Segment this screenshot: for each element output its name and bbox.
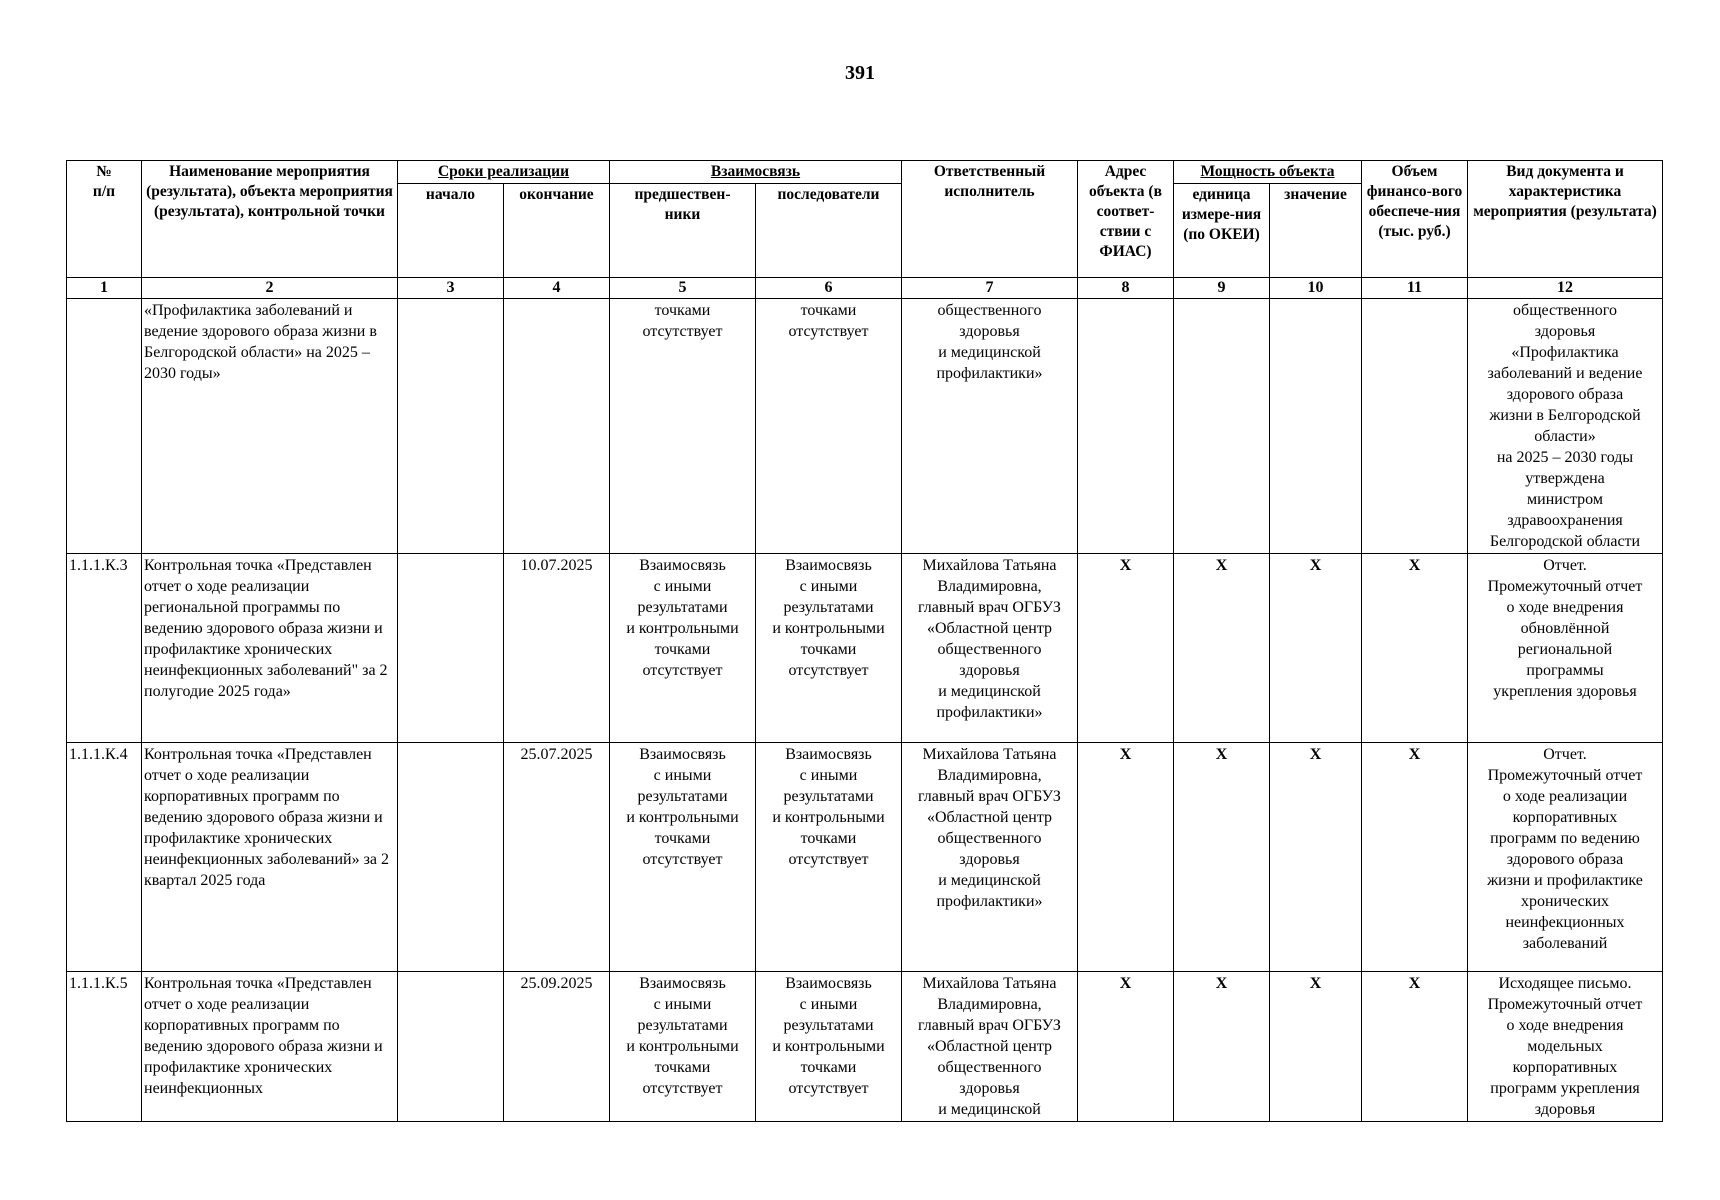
column-number-row bbox=[67, 278, 1663, 299]
row-value: Х bbox=[1270, 554, 1362, 743]
header-address: Адрес объекта (в соответ-ствии с ФИАС) bbox=[1078, 161, 1174, 278]
column-number: 1 bbox=[67, 278, 142, 299]
row-value: Х bbox=[1270, 972, 1362, 1122]
column-number: 6 bbox=[756, 278, 902, 299]
row-responsible: Михайлова Татьяна Владимировна, главный врач ОГБУЗ «Областной центр общественного здоровья и медицинской bbox=[902, 972, 1078, 1122]
row-unit: Х bbox=[1174, 972, 1270, 1122]
row-event-name: Контрольная точка «Представлен отчет о ходе реализации корпоративных программ по ведению здорового образа жизни и профилактике хронических неинфекционных заболеваний» за 2 квартал 2025 года bbox=[142, 743, 398, 972]
row-finance: Х bbox=[1362, 972, 1468, 1122]
row-successors: точками отсутствует bbox=[756, 299, 902, 554]
row-predecessors: точками отсутствует bbox=[610, 299, 756, 554]
header-successors: последователи bbox=[756, 184, 902, 278]
row-successors: Взаимосвязь с иными результатами и контрольными точками отсутствует bbox=[756, 972, 902, 1122]
page-number: 391 bbox=[845, 62, 875, 84]
table-row bbox=[67, 554, 1663, 743]
row-value: Х bbox=[1270, 743, 1362, 972]
header-responsible: Ответственный исполнитель bbox=[902, 161, 1078, 278]
row-finance bbox=[1362, 299, 1468, 554]
row-responsible: Михайлова Татьяна Владимировна, главный врач ОГБУЗ «Областной центр общественного здоровья и медицинской профилактики» bbox=[902, 743, 1078, 972]
row-event-name: Контрольная точка «Представлен отчет о ходе реализации корпоративных программ по ведению здорового образа жизни и профилактике хронических неинфекционных bbox=[142, 972, 398, 1122]
table-row bbox=[67, 743, 1663, 972]
row-start-date bbox=[398, 554, 504, 743]
row-responsible: общественного здоровья и медицинской профилактики» bbox=[902, 299, 1078, 554]
table-row bbox=[67, 972, 1663, 1122]
row-document-type: общественного здоровья «Профилактика заболеваний и ведение здорового образа жизни в Белгородской области» на 2025 – 2030 годы утверждена министром здравоохранения Белгородской области bbox=[1468, 299, 1663, 554]
row-successors: Взаимосвязь с иными результатами и контрольными точками отсутствует bbox=[756, 743, 902, 972]
row-number: 1.1.1.К.3 bbox=[67, 554, 142, 743]
row-responsible: Михайлова Татьяна Владимировна, главный врач ОГБУЗ «Областной центр общественного здоровья и медицинской профилактики» bbox=[902, 554, 1078, 743]
row-document-type: Отчет. Промежуточный отчет о ходе реализации корпоративных программ по ведению здорового образа жизни и профилактике хронических неинфекционных заболеваний bbox=[1468, 743, 1663, 972]
row-unit bbox=[1174, 299, 1270, 554]
header-event-name: Наименование мероприятия (результата), объекта мероприятия (результата), контрольной точки bbox=[142, 161, 398, 278]
row-unit: Х bbox=[1174, 554, 1270, 743]
header-value: значение bbox=[1270, 184, 1362, 278]
header-predecessors: предшествен- ники bbox=[610, 184, 756, 278]
row-number: 1.1.1.К.4 bbox=[67, 743, 142, 972]
header-finance: Объем финансо-вого обеспече-ния (тыс. руб.) bbox=[1362, 161, 1468, 278]
row-number: 1.1.1.К.5 bbox=[67, 972, 142, 1122]
column-number: 9 bbox=[1174, 278, 1270, 299]
row-document-type: Отчет. Промежуточный отчет о ходе внедрения обновлённой региональной программы укрепления здоровья bbox=[1468, 554, 1663, 743]
header-start: начало bbox=[398, 184, 504, 278]
row-start-date bbox=[398, 743, 504, 972]
column-number: 10 bbox=[1270, 278, 1362, 299]
row-start-date bbox=[398, 972, 504, 1122]
column-number: 8 bbox=[1078, 278, 1174, 299]
row-address: Х bbox=[1078, 972, 1174, 1122]
row-event-name: «Профилактика заболеваний и ведение здорового образа жизни в Белгородской области» на 2025 – 2030 годы» bbox=[142, 299, 398, 554]
table-row bbox=[67, 299, 1663, 554]
row-predecessors: Взаимосвязь с иными результатами и контрольными точками отсутствует bbox=[610, 972, 756, 1122]
row-value bbox=[1270, 299, 1362, 554]
column-number: 3 bbox=[398, 278, 504, 299]
row-document-type: Исходящее письмо. Промежуточный отчет о ходе внедрения модельных корпоративных программ укрепления здоровья bbox=[1468, 972, 1663, 1122]
row-start-date bbox=[398, 299, 504, 554]
column-number: 2 bbox=[142, 278, 398, 299]
row-unit: Х bbox=[1174, 743, 1270, 972]
header-document-type: Вид документа и характеристика мероприятия (результата) bbox=[1468, 161, 1663, 278]
row-address: Х bbox=[1078, 554, 1174, 743]
header-unit: единица измере-ния (по ОКЕИ) bbox=[1174, 184, 1270, 278]
header-number: № п/п bbox=[67, 161, 142, 278]
row-address: Х bbox=[1078, 743, 1174, 972]
header-links-group: Взаимосвязь bbox=[610, 161, 902, 184]
header-row-top bbox=[67, 161, 1663, 184]
header-terms-group: Сроки реализации bbox=[398, 161, 610, 184]
row-end-date bbox=[504, 299, 610, 554]
column-number: 11 bbox=[1362, 278, 1468, 299]
column-number: 5 bbox=[610, 278, 756, 299]
column-number: 7 bbox=[902, 278, 1078, 299]
row-address bbox=[1078, 299, 1174, 554]
column-number: 12 bbox=[1468, 278, 1663, 299]
row-event-name: Контрольная точка «Представлен отчет о ходе реализации региональной программы по ведению здорового образа жизни и профилактике хронических неинфекционных заболеваний" за 2 полугодие 2025 года» bbox=[142, 554, 398, 743]
row-number bbox=[67, 299, 142, 554]
row-predecessors: Взаимосвязь с иными результатами и контрольными точками отсутствует bbox=[610, 743, 756, 972]
row-end-date: 25.09.2025 bbox=[504, 972, 610, 1122]
row-end-date: 25.07.2025 bbox=[504, 743, 610, 972]
row-successors: Взаимосвязь с иными результатами и контрольными точками отсутствует bbox=[756, 554, 902, 743]
event-plan-table bbox=[66, 160, 1663, 1122]
row-finance: Х bbox=[1362, 554, 1468, 743]
header-capacity-group: Мощность объекта bbox=[1174, 161, 1362, 184]
row-finance: Х bbox=[1362, 743, 1468, 972]
header-end: окончание bbox=[504, 184, 610, 278]
column-number: 4 bbox=[504, 278, 610, 299]
row-predecessors: Взаимосвязь с иными результатами и контрольными точками отсутствует bbox=[610, 554, 756, 743]
row-end-date: 10.07.2025 bbox=[504, 554, 610, 743]
